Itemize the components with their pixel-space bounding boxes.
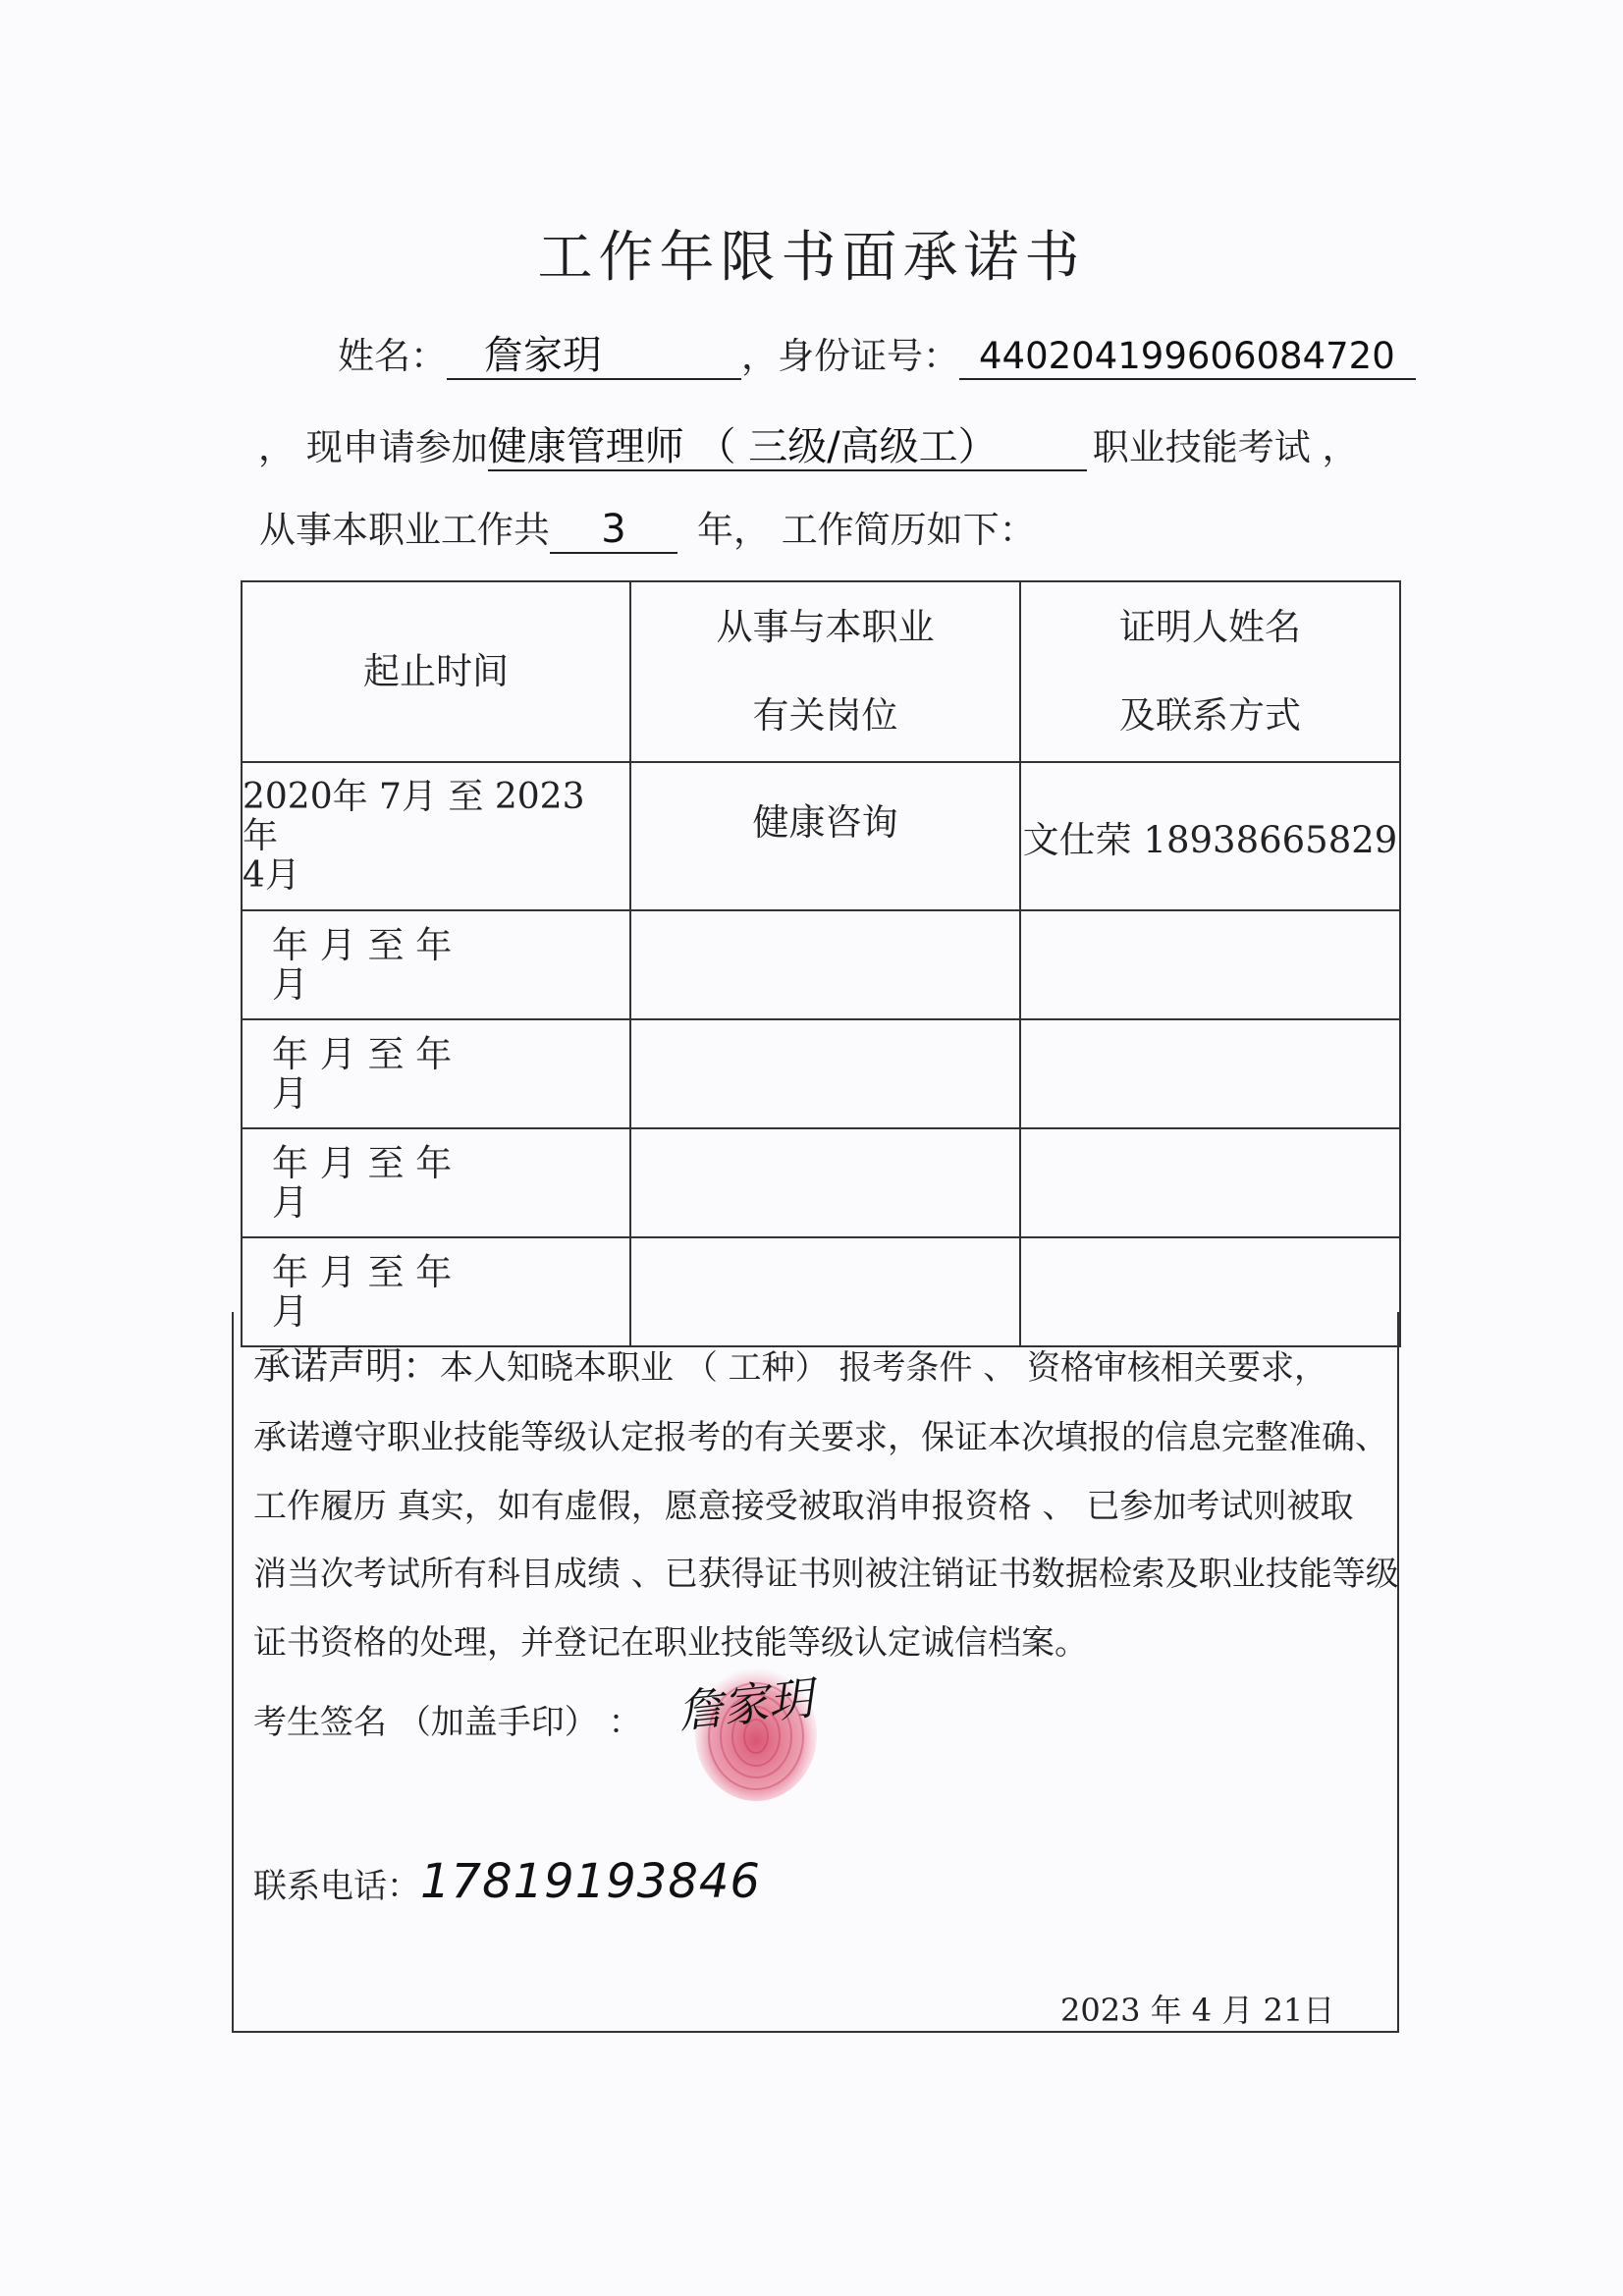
position-cell[interactable]: 健康咨询 (630, 762, 1020, 910)
header-position: 从事与本职业 有关岗位 (630, 581, 1020, 762)
years-field[interactable]: 3 (550, 507, 677, 554)
name-field[interactable]: 詹家玥 (447, 333, 741, 380)
witness-cell[interactable]: 文仕荣 18938665829 (1020, 762, 1400, 910)
signature-label: 考生签名 （加盖手印） ： (253, 1703, 642, 1742)
phone-value: 17819193846 (420, 1854, 761, 1909)
pledge-line: 承诺声明：本人知晓本职业 （ 工种） 报考条件 、 资格审核相关要求， (253, 1344, 1328, 1388)
position-cell[interactable] (630, 910, 1020, 1019)
period-cell[interactable]: 年 月 至 年 月 (242, 1128, 630, 1237)
pledge-heading: 承诺声明： (253, 1344, 441, 1388)
contact-row (253, 1854, 761, 1909)
id-label: ，身份证号： (741, 335, 959, 377)
table-row (242, 910, 1400, 1019)
table-header-row (242, 581, 1400, 762)
witness-cell[interactable] (1020, 910, 1400, 1019)
date: 2023 年 4 月 21日 (1060, 1992, 1335, 2029)
contact-label: 联系电话： (253, 1867, 420, 1906)
period-cell[interactable]: 年 月 至 年 月 (242, 1019, 630, 1128)
position-cell[interactable] (630, 1019, 1020, 1128)
table-row (242, 1128, 1400, 1237)
table-row (242, 1019, 1400, 1128)
table-row (242, 762, 1400, 910)
witness-cell[interactable] (1020, 1019, 1400, 1128)
years-suffix: 年， 工作简历如下： (697, 509, 1036, 551)
work-history-table (241, 580, 1401, 1347)
name-label: 姓名： (338, 335, 447, 377)
apply-suffix: 职业技能考试 ， (1092, 426, 1359, 468)
name-row (338, 326, 1416, 380)
pledge-line: 证书资格的处理，并登记在职业技能等级认定诚信档案。 (253, 1623, 1088, 1663)
header-witness: 证明人姓名 及联系方式 (1020, 581, 1400, 762)
years-prefix: 从事本职业工作共 (259, 509, 550, 551)
period-cell[interactable]: 年 月 至 年 月 (242, 910, 630, 1019)
pledge-line: 工作履历 真实，如有虚假，愿意接受被取消申报资格 、 已参加考试则被取 (253, 1487, 1354, 1526)
pledge-line: 消当次考试所有科目成绩 、已获得证书则被注销证书数据检索及职业技能等级 (253, 1555, 1399, 1594)
id-number-field[interactable]: 440204199606084720 (959, 336, 1416, 380)
period-cell[interactable]: 2020年 7月 至 2023 年 4月 (242, 762, 630, 910)
years-row (259, 500, 1036, 554)
page-title: 工作年限书面承诺书 (537, 226, 1086, 290)
period-cell[interactable]: 年 月 至 年 月 (242, 1237, 630, 1346)
pledge-line: 承诺遵守职业技能等级认定报考的有关要求，保证本次填报的信息完整准确、 (253, 1418, 1388, 1457)
handwritten-signature: 詹家玥 (675, 1670, 816, 1739)
occupation-row (258, 417, 1359, 471)
position-cell[interactable] (630, 1128, 1020, 1237)
witness-cell[interactable] (1020, 1128, 1400, 1237)
header-period: 起止时间 (242, 581, 630, 762)
apply-prefix: ， 现申请参加 (258, 426, 488, 468)
occupation-field[interactable]: 健康管理师 （ 三级/高级工） (488, 424, 1087, 471)
